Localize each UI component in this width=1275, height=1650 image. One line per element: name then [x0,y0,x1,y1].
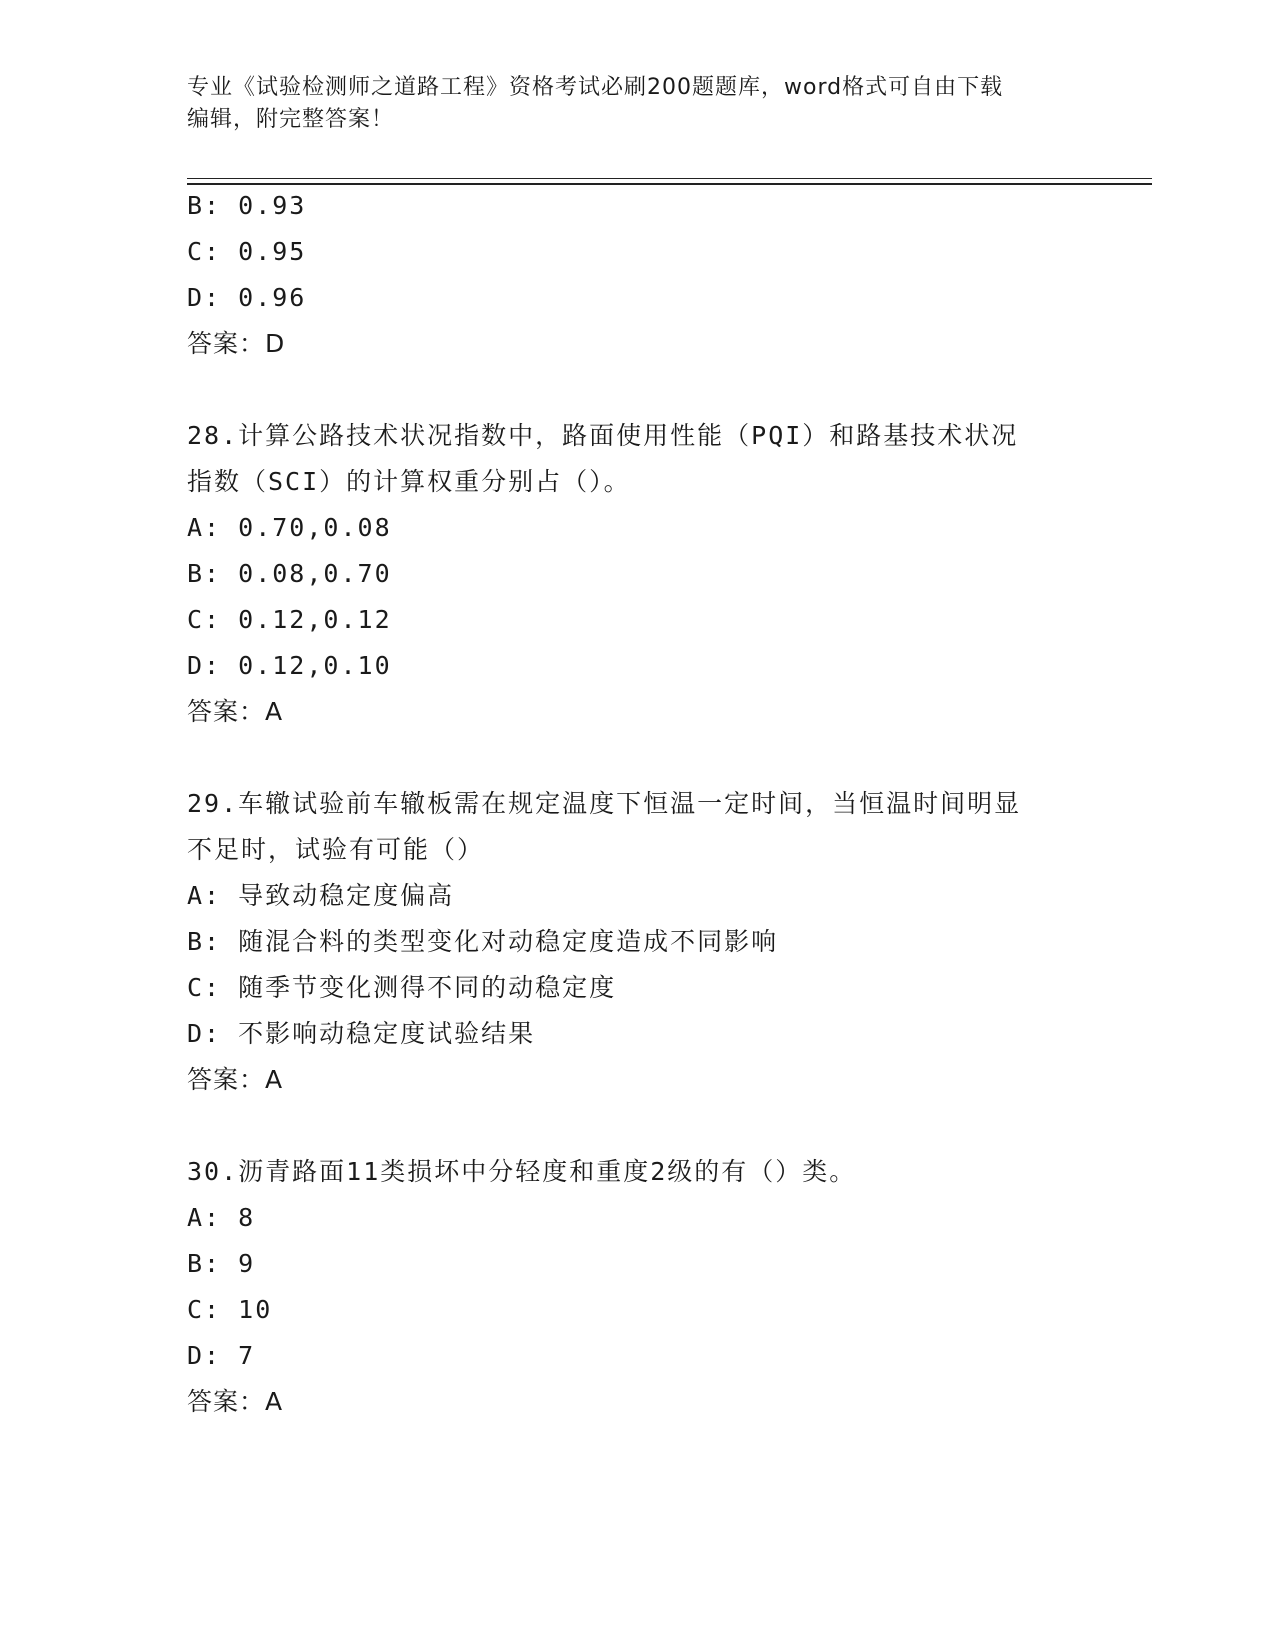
q28-stem-line-1: 28.计算公路技术状况指数中，路面使用性能（PQI）和路基技术状况 [187,421,1019,450]
q29-option-a: A: 导致动稳定度偏高 [187,881,455,910]
q28-answer: 答案：A [187,697,284,726]
q27-option-d: D: 0.96 [187,283,307,312]
q29-option-b: B: 随混合料的类型变化对动稳定度造成不同影响 [187,927,779,956]
q28-option-c: C: 0.12,0.12 [187,605,392,634]
header-line-1: 专业《试验检测师之道路工程》资格考试必刷200题题库，word格式可自由下载 [187,75,1004,100]
q29-stem-line-1: 29.车辙试验前车辙板需在规定温度下恒温一定时间，当恒温时间明显 [187,789,1022,818]
q27-option-b: B: 0.93 [187,191,307,220]
q27-answer: 答案：D [187,329,286,358]
q30-option-a: A: 8 [187,1203,256,1232]
question-gap [187,367,1087,413]
q28-option-d: D: 0.12,0.10 [187,651,392,680]
header-line-2: 编辑，附完整答案！ [187,107,395,132]
q27-option-c: C: 0.95 [187,237,307,266]
header-divider-top [187,178,1152,179]
q28-option-b: B: 0.08,0.70 [187,559,392,588]
q30-option-b: B: 9 [187,1249,256,1278]
question-gap [187,735,1087,781]
q30-stem-line-1: 30.沥青路面11类损坏中分轻度和重度2级的有（）类。 [187,1157,857,1186]
q29-option-c: C: 随季节变化测得不同的动稳定度 [187,973,617,1002]
q29-option-d: D: 不影响动稳定度试验结果 [187,1019,536,1048]
q29-stem-line-2: 不足时，试验有可能（） [187,835,485,864]
q28-option-a: A: 0.70,0.08 [187,513,392,542]
page-header [187,72,1067,136]
questions-body [187,183,1087,1425]
question-gap [187,1103,1087,1149]
q28-stem-line-2: 指数（SCI）的计算权重分别占（）。 [187,467,631,496]
q30-option-c: C: 10 [187,1295,273,1324]
q29-answer: 答案：A [187,1065,284,1094]
q30-answer: 答案：A [187,1387,284,1416]
q30-option-d: D: 7 [187,1341,256,1370]
